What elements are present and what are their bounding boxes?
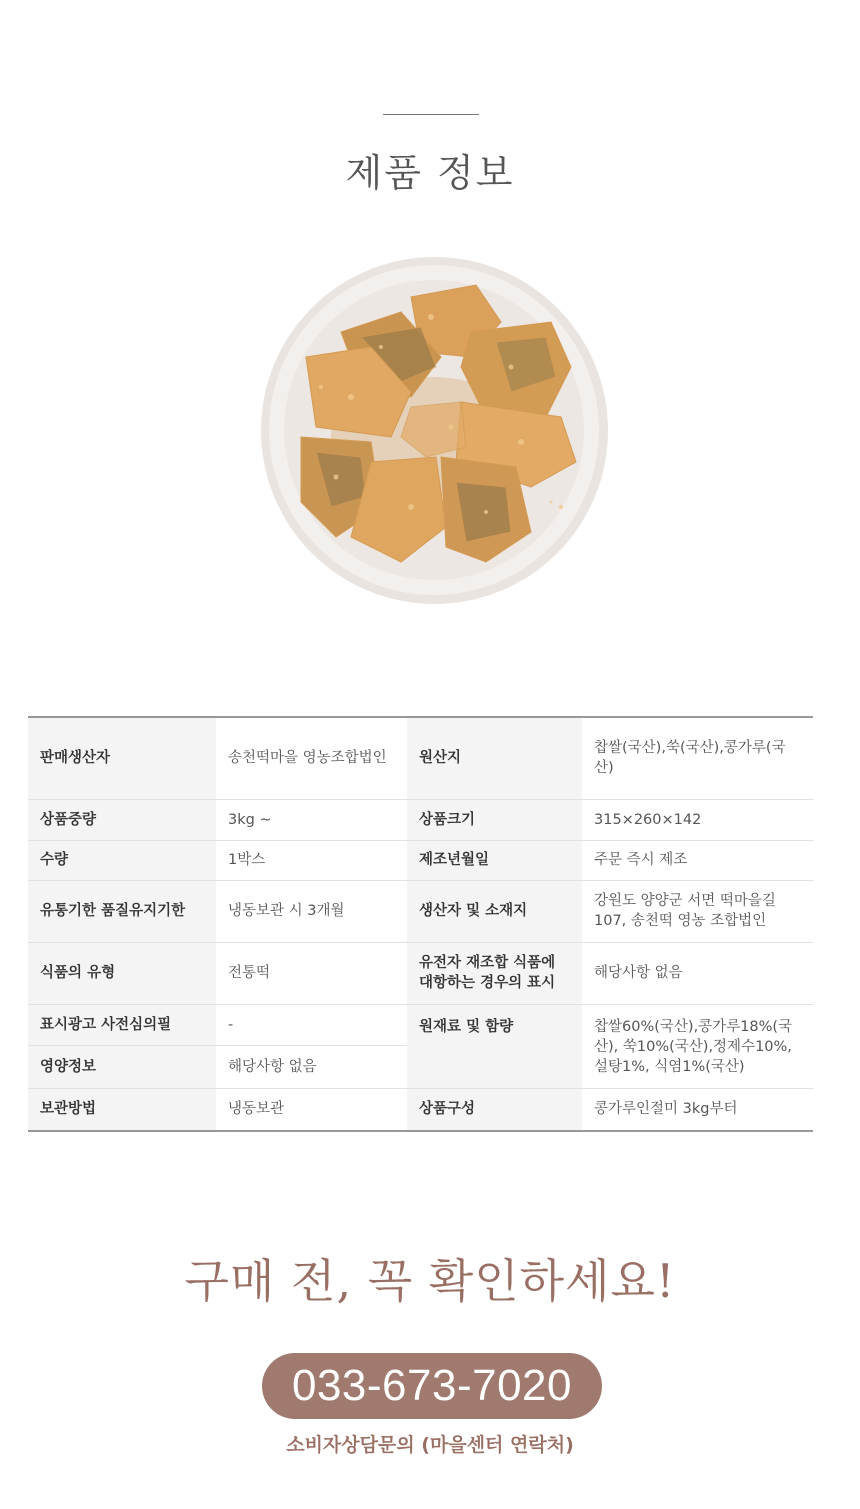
- table-row: [28, 840, 813, 880]
- label-nutrition: 영양정보: [28, 1045, 216, 1088]
- value-producer-address: 강원도 양양군 서면 떡마을길 107, 송천떡 영농 조합법인: [582, 880, 813, 942]
- table-row: [28, 942, 813, 1004]
- value-ingredients: 찹쌀60%(국산),콩가루18%(국산), 쑥10%(국산),정제수10%,설탕1%, 식염1%(국산): [582, 1004, 813, 1088]
- value-storage: 냉동보관: [216, 1088, 407, 1131]
- table-row: [28, 717, 813, 799]
- product-photo: [261, 257, 608, 604]
- value-manufacture-date: 주문 즉시 제조: [582, 840, 813, 880]
- label-gmo: 유전자 재조합 식품에 대항하는 경우의 표시: [407, 942, 582, 1004]
- table-row: [28, 880, 813, 942]
- page-title: 제품 정보: [345, 151, 515, 195]
- label-ad-review: 표시광고 사전심의필: [28, 1004, 216, 1045]
- label-producer-address: 생산자 및 소재지: [407, 880, 582, 942]
- phone-number-button[interactable]: 033-673-7020: [262, 1353, 602, 1419]
- value-composition: 콩가루인절미 3kg부터: [582, 1088, 813, 1131]
- label-seller: 판매생산자: [28, 717, 216, 799]
- value-gmo: 해당사항 없음: [582, 942, 813, 1004]
- label-quantity: 수량: [28, 840, 216, 880]
- label-shelf-life: 유통기한 품질유지기한: [28, 880, 216, 942]
- value-seller: 송천떡마을 영농조합법인: [216, 717, 407, 799]
- table-row: [28, 1004, 813, 1045]
- value-weight: 3kg ~: [216, 799, 407, 840]
- table-row: [28, 799, 813, 840]
- label-weight: 상품중량: [28, 799, 216, 840]
- value-origin: 찹쌀(국산),쑥(국산),콩가루(국산): [582, 717, 813, 799]
- product-spec-table: [28, 716, 813, 1132]
- label-origin: 원산지: [407, 717, 582, 799]
- label-ingredients: 원재료 및 함량: [407, 1004, 582, 1088]
- title-divider: [383, 114, 479, 115]
- label-composition: 상품구성: [407, 1088, 582, 1131]
- phone-caption: 소비자상담문의 (마을센터 연락처): [286, 1434, 574, 1456]
- value-quantity: 1박스: [216, 840, 407, 880]
- value-ad-review: -: [216, 1004, 407, 1045]
- value-food-type: 전통떡: [216, 942, 407, 1004]
- table-row: [28, 1088, 813, 1131]
- label-food-type: 식품의 유형: [28, 942, 216, 1004]
- value-size: 315×260×142: [582, 799, 813, 840]
- label-size: 상품크기: [407, 799, 582, 840]
- value-shelf-life: 냉동보관 시 3개월: [216, 880, 407, 942]
- label-storage: 보관방법: [28, 1088, 216, 1131]
- purchase-notice-heading: 구매 전, 꼭 확인하세요!: [184, 1254, 676, 1308]
- value-nutrition: 해당사항 없음: [216, 1045, 407, 1088]
- label-manufacture-date: 제조년월일: [407, 840, 582, 880]
